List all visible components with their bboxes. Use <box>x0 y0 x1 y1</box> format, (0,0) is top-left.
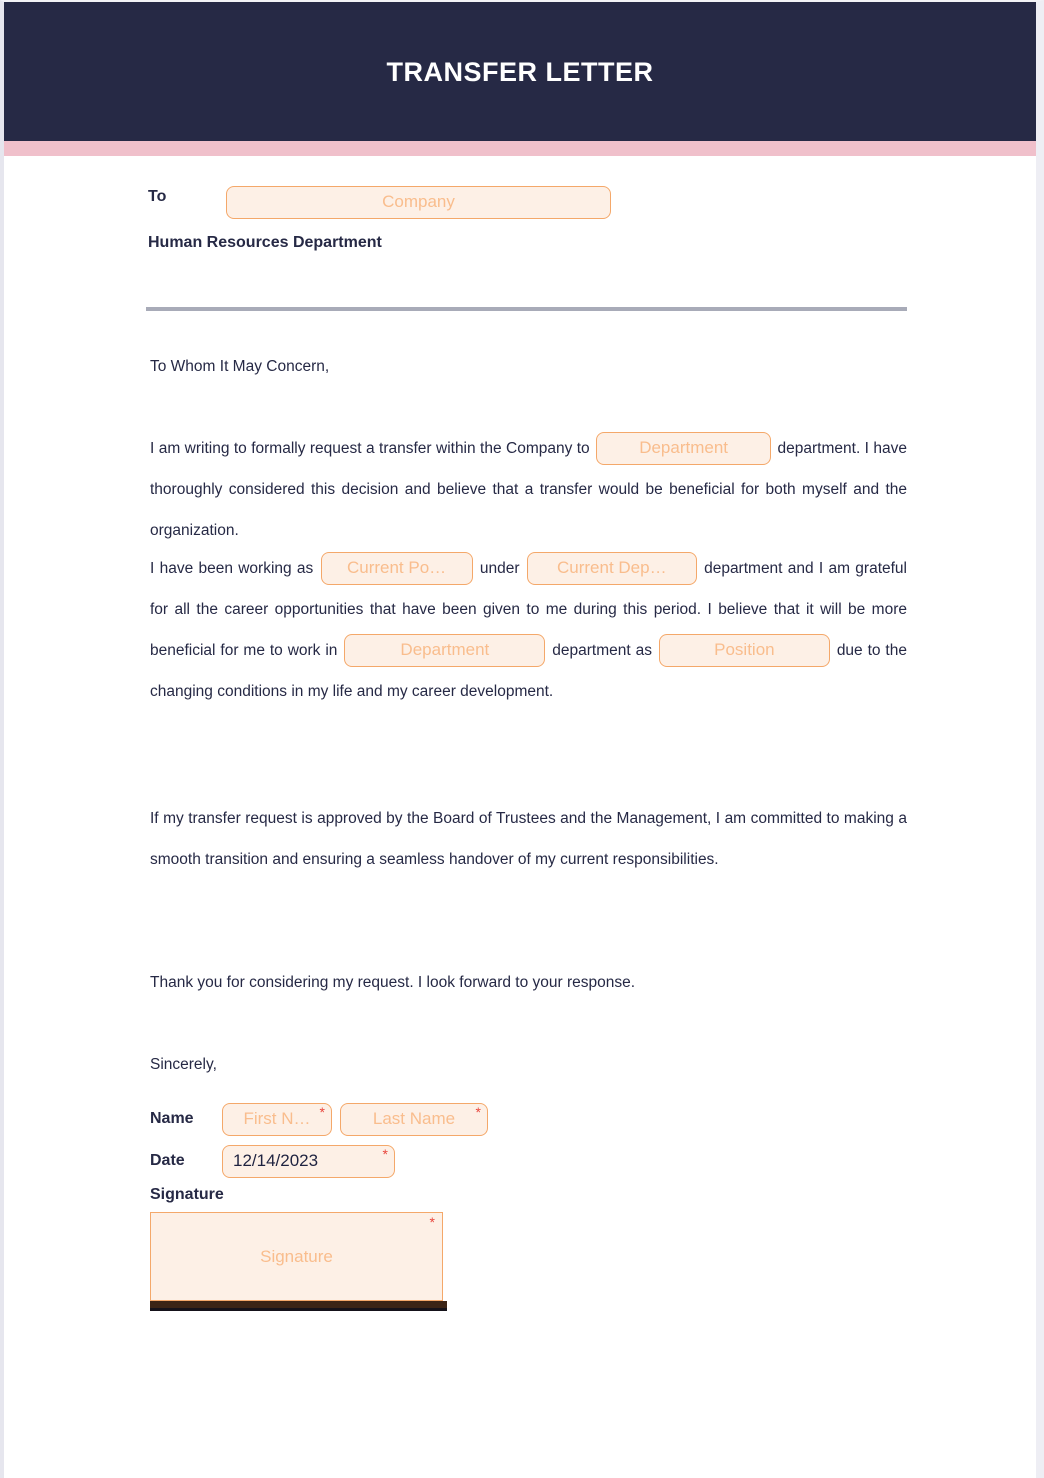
paragraph-3: If my transfer request is approved by the Board of Trustees and the Management, I am committed to making a smooth transition and ensuring a seamless handover of my current responsibilities. <box>150 810 907 868</box>
section-divider <box>146 307 907 311</box>
salutation-and-paragraph-1 <box>150 346 907 551</box>
last-name-placeholder: Last Name <box>372 1108 456 1128</box>
document-body <box>4 156 1036 1476</box>
name-row <box>150 1102 650 1136</box>
signature-pad[interactable] <box>150 1212 443 1301</box>
closing-line: Sincerely, <box>150 1056 217 1073</box>
signature-baseline <box>150 1301 447 1311</box>
document-header <box>4 2 1036 141</box>
company-input[interactable]: Company <box>226 186 611 219</box>
signature-placeholder: Signature <box>260 1246 333 1266</box>
signature-label: Signature <box>150 1186 224 1203</box>
date-value: 12/14/2023 <box>233 1150 319 1170</box>
date-label: Date <box>150 1152 185 1169</box>
header-accent-bar <box>4 141 1036 156</box>
page-title: TRANSFER LETTER <box>386 57 654 87</box>
paragraph-2-segment-1: I have been working as <box>150 560 314 577</box>
first-name-input[interactable] <box>222 1103 332 1136</box>
last-name-input[interactable] <box>340 1103 488 1136</box>
date-input[interactable] <box>222 1145 395 1178</box>
to-label: To <box>148 188 167 205</box>
department-input-1[interactable]: Department <box>596 432 771 465</box>
paragraph-4: Thank you for considering my request. I look forward to your response. <box>150 974 636 991</box>
required-asterisk-icon: * <box>382 1145 388 1162</box>
date-row <box>150 1144 650 1178</box>
paragraph-2 <box>150 548 907 712</box>
first-name-placeholder: First N… <box>243 1108 311 1128</box>
required-asterisk-icon: * <box>475 1103 481 1120</box>
position-input[interactable]: Position <box>659 634 830 667</box>
recipient-row <box>148 188 226 206</box>
paragraph-2-segment-3: department and I am grateful for all the career opportunities that have been given to me during this period. I believe that it will be more beneficial for me to work in <box>150 560 907 659</box>
recipient-department-line: Human Resources Department <box>148 234 382 251</box>
required-asterisk-icon: * <box>319 1103 325 1120</box>
salutation-text: To Whom It May Concern, <box>150 358 330 375</box>
paragraph-1-before: I am writing to formally request a transfer within the Company to <box>150 440 590 457</box>
required-asterisk-icon: * <box>429 1214 435 1230</box>
paragraph-1-after: department. I have thoroughly considered this decision and believe that a transfer would be beneficial for both myself and the organization. <box>150 440 907 539</box>
current-department-input[interactable]: Current Dep… <box>527 552 697 585</box>
paragraph-2-segment-5: due to the changing conditions in my life and my career development. <box>150 642 907 700</box>
name-label: Name <box>150 1110 194 1127</box>
department-input-2[interactable]: Department <box>344 634 545 667</box>
signature-block <box>150 1102 650 1311</box>
paragraph-2-segment-4: department as <box>552 642 652 659</box>
paragraph-2-segment-2: under <box>479 560 520 577</box>
current-position-input[interactable]: Current Po… <box>321 552 473 585</box>
